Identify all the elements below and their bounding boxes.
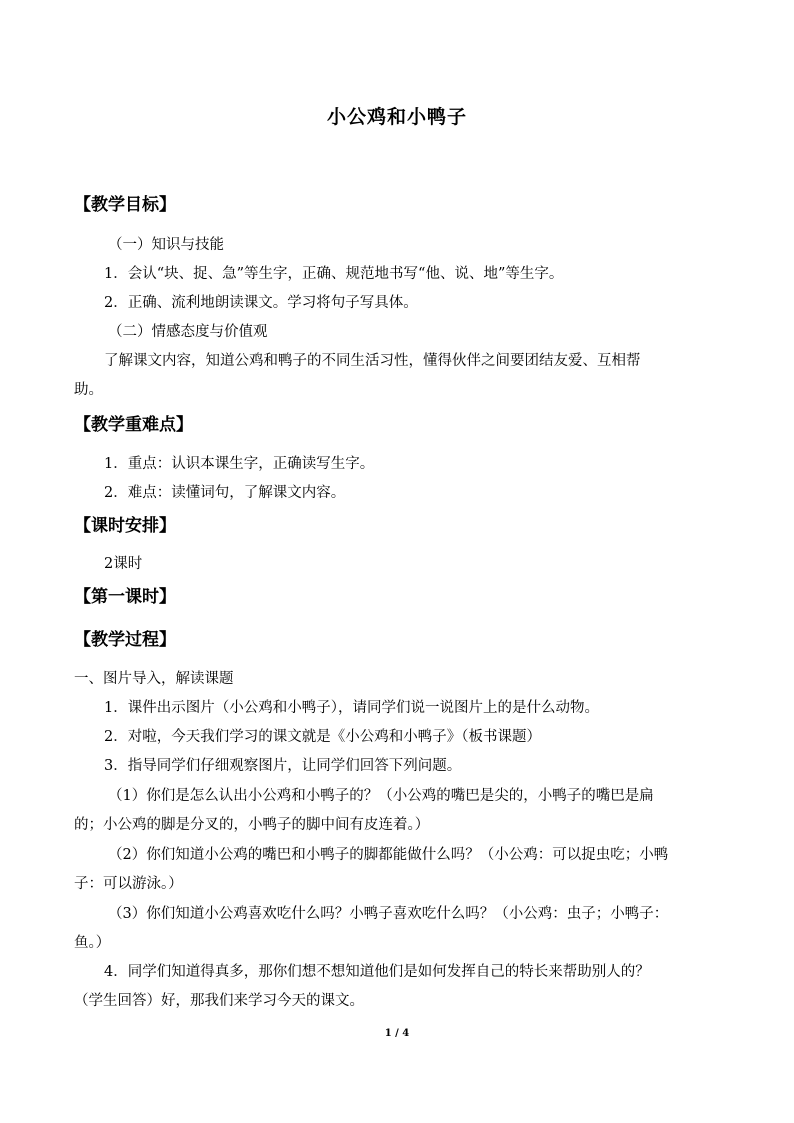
objectives-item-1: 1．会认“块、捉、急”等生字，正确、规范地书写“他、说、地”等生字。 (104, 266, 564, 282)
process-question-3-line-2: 鱼。） (74, 935, 111, 951)
objectives-paragraph-line-1: 了解课文内容，知道公鸡和鸭子的不同生活习性，懂得伙伴之间要团结友爱、互相帮 (104, 353, 641, 369)
process-step-4-line-2: （学生回答）好，那我们来学习今天的课文。 (74, 993, 364, 1009)
process-part-1-title: 一、图片导入，解读课题 (74, 671, 234, 687)
section-heading-schedule: 【课时安排】 (74, 516, 176, 536)
key-points-item-2: 2．难点：读懂词句，了解课文内容。 (104, 485, 346, 501)
document-title: 小公鸡和小鸭子 (326, 106, 467, 128)
process-question-3-line-1: （3）你们知道小公鸡喜欢吃什么吗？小鸭子喜欢吃什么吗？（小公鸡：虫子；小鸭子： (108, 906, 669, 922)
key-points-item-1: 1．重点：认识本课生字，正确读写生字。 (104, 456, 375, 472)
process-step-2: 2．对啦，今天我们学习的课文就是《小公鸡和小鸭子》（板书课题） (104, 729, 541, 745)
process-question-2-line-2: 子：可以游泳。） (74, 876, 183, 892)
objectives-paragraph-line-2: 助。 (74, 382, 103, 398)
schedule-value: 2课时 (104, 556, 143, 572)
process-question-1-line-2: 的；小公鸡的脚是分叉的，小鸭子的脚中间有皮连着。） (74, 817, 430, 833)
objectives-subheading-knowledge: （一）知识与技能 (108, 237, 224, 253)
objectives-subheading-attitude: （二）情感态度与价值观 (108, 324, 268, 340)
objectives-item-2: 2．正确、流利地朗读课文。学习将句子写具体。 (104, 295, 418, 311)
process-step-1: 1．课件出示图片（小公鸡和小鸭子），请同学们说一说图片上的是什么动物。 (104, 700, 599, 716)
process-question-1-line-1: （1）你们是怎么认出小公鸡和小鸭子的？（小公鸡的嘴巴是尖的，小鸭子的嘴巴是扁 (108, 788, 654, 804)
section-heading-process: 【教学过程】 (74, 630, 176, 650)
section-heading-first-lesson: 【第一课时】 (74, 587, 176, 607)
section-heading-objectives: 【教学目标】 (74, 195, 176, 215)
process-question-2-line-1: （2）你们知道小公鸡的嘴巴和小鸭子的脚都能做什么吗？（小公鸡：可以捉虫吃；小鸭 (108, 847, 669, 863)
process-step-3: 3．指导同学们仔细观察图片，让同学们回答下列问题。 (104, 758, 462, 774)
section-heading-key-points: 【教学重难点】 (74, 415, 193, 435)
process-step-4-line-1: 4．同学们知道得真多，那你们想不想知道他们是如何发挥自己的特长来帮助别人的？ (104, 964, 650, 980)
page-number: 1 / 4 (384, 1028, 410, 1039)
